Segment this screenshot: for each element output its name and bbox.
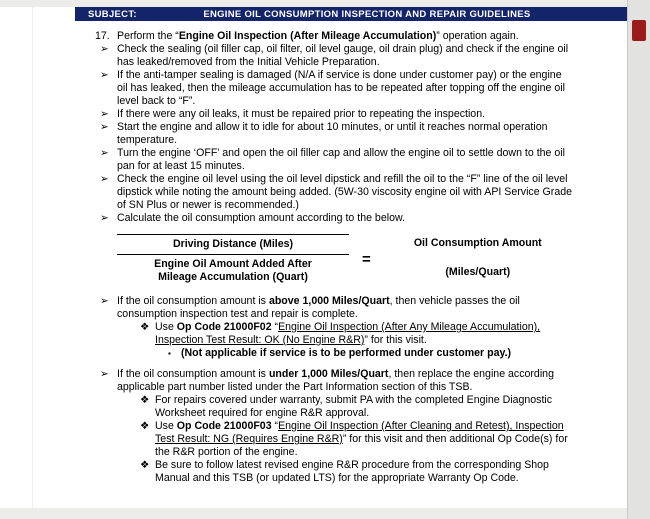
arrow-bullet-icon: ➢ (100, 368, 109, 380)
formula-result-unit: (Miles/Quart) (445, 266, 511, 278)
bullet-text: Start the engine and allow it to idle for about 10 minutes, or until it reaches normal operation temperature. (117, 121, 548, 146)
bullet-anti-tamper (95, 69, 575, 108)
subbullet-op-code-21000f03 (95, 420, 575, 459)
bullet-text: If the oil consumption amount is under 1,000 Miles/Quart, then replace the engine according applicable part number listed under the Part Information section of this TSB. (117, 368, 554, 393)
scrollbar-track[interactable] (627, 0, 650, 519)
equals-sign: = (362, 250, 371, 268)
item-17-text: Perform the “Engine Oil Inspection (After Mileage Accumulation)” operation again. (117, 30, 519, 42)
diamond-bullet-icon: ❖ (140, 321, 150, 333)
square-bullet-icon: ▪ (168, 349, 171, 358)
arrow-bullet-icon: ➢ (100, 295, 109, 307)
arrow-bullet-icon: ➢ (100, 69, 109, 81)
bullet-text: Turn the engine ‘OFF’ and open the oil filler cap and allow the engine oil to settle down to the oil pan for at least 15 minutes. (117, 147, 565, 172)
subbullet-text: For repairs covered under warranty, submit PA with the completed Engine Diagnostic Worksheet required for engine R&R approval. (155, 394, 553, 419)
subbullet-op-code-21000f02 (95, 321, 575, 347)
arrow-bullet-icon: ➢ (100, 108, 109, 120)
diamond-bullet-icon: ❖ (140, 459, 150, 471)
formula-numerator: Driving Distance (Miles) (172, 238, 294, 250)
formula-denominator (117, 254, 349, 284)
subbullet-warranty-pa (95, 394, 575, 420)
bullet-text: If the anti-tamper sealing is damaged (N/A if service is done under customer pay) or the engine oil has leaked, then the mileage accumulation has to be repeated after topping off the engine oil level back to “F”. (117, 69, 565, 107)
formula-result-title: Oil Consumption Amount (413, 237, 542, 249)
consumption-formula (117, 234, 575, 284)
scroll-marker[interactable] (632, 20, 646, 41)
document-content (0, 21, 627, 485)
bullet-calculate (95, 212, 575, 225)
bullet-text: If the oil consumption amount is above 1,000 Miles/Quart, then vehicle passes the oil consumption inspection test and repair is complete. (117, 295, 520, 320)
bullet-check-level (95, 173, 575, 212)
bullet-pass-threshold (95, 295, 575, 321)
bullet-engine-off (95, 147, 575, 173)
diamond-bullet-icon: ❖ (140, 420, 150, 432)
bullet-fail-threshold (95, 368, 575, 394)
bullet-text: Check the engine oil level using the oil level dipstick and refill the oil to the “F” line of the oil level dipstick while noting the amount being added. (5W-30 viscosity engine oil with API Service Grade of SN Plus or newer is recommended.) (117, 173, 572, 211)
subject-title: ENGINE OIL CONSUMPTION INSPECTION AND REPAIR GUIDELINES (203, 8, 531, 20)
formula-denominator-line1: Engine Oil Amount Added After (154, 258, 312, 270)
arrow-bullet-icon: ➢ (100, 147, 109, 159)
item-number: 17. (95, 30, 110, 42)
formula-result (394, 234, 562, 284)
subject-header-bar (75, 7, 627, 21)
formula-denominator-line2: Mileage Accumulation (Quart) (158, 271, 308, 283)
bullet-oil-leaks (95, 108, 575, 121)
bullet-text: Check the sealing (oil filler cap, oil filter, oil level gauge, oil drain plug) and check if the engine oil has leaked/removed from the Initial Vehicle Preparation. (117, 43, 569, 68)
document-page (0, 7, 627, 508)
arrow-bullet-icon: ➢ (100, 121, 109, 133)
note-customer-pay (95, 347, 575, 360)
bullet-text: Calculate the oil consumption amount according to the below. (117, 212, 405, 224)
subbullet-text: Be sure to follow latest revised engine R&R procedure from the corresponding Shop Manual and this TSB (or updated LTS) for the appropriate Warranty Op Code. (155, 459, 549, 484)
note-text: (Not applicable if service is to be performed under customer pay.) (181, 347, 512, 359)
subbullet-follow-procedure (95, 459, 575, 485)
subbullet-text: Use Op Code 21000F02 “Engine Oil Inspection (After Any Mileage Accumulation), Inspection Test Result: OK (No Engine R&R)” for this visit. (155, 321, 541, 346)
item-17 (95, 30, 575, 43)
diamond-bullet-icon: ❖ (140, 394, 150, 406)
page-margin-line (32, 7, 33, 508)
bullet-check-sealing (95, 43, 575, 69)
subject-label: SUBJECT: (88, 8, 137, 20)
bullet-text: If there were any oil leaks, it must be repaired prior to repeating the inspection. (117, 108, 486, 120)
subbullet-text: Use Op Code 21000F03 “Engine Oil Inspection (After Cleaning and Retest), Inspection Test Result: NG (Requires Engine R&R)” for this visit and then additional Op Code(s) for the R&R portion of the engine. (155, 420, 568, 458)
arrow-bullet-icon: ➢ (100, 43, 109, 55)
arrow-bullet-icon: ➢ (100, 173, 109, 185)
formula-fraction (117, 234, 349, 284)
arrow-bullet-icon: ➢ (100, 212, 109, 224)
bullet-start-engine (95, 121, 575, 147)
